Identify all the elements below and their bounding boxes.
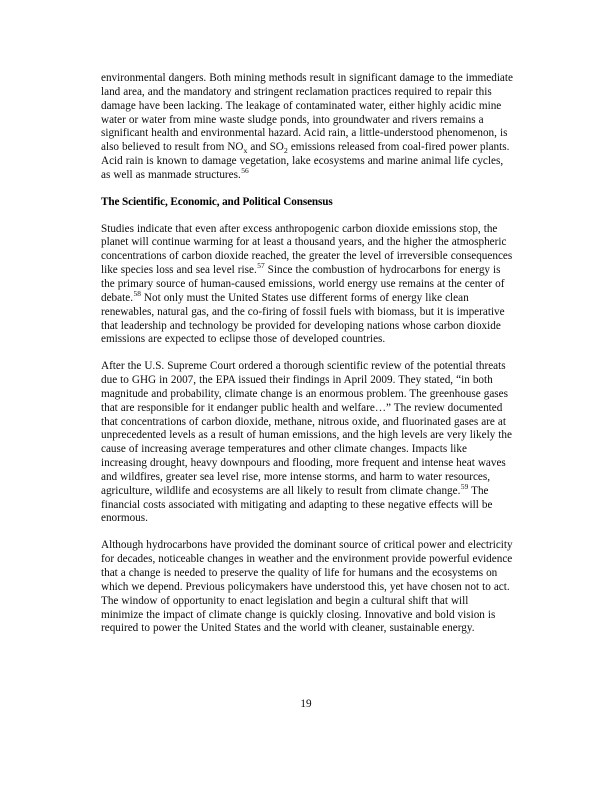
subscript-so2: 2	[283, 146, 288, 156]
paragraph-epa-findings	[101, 360, 513, 526]
paragraph-text-part: Studies indicate that even after excess anthropogenic carbon dioxide emissions stop, the planet will continue warming for at least a thousand years, and the higher the atmospheric concentrations of carbon dioxide reached, the greater the level of irreversible consequences like species loss and sea level rise.	[101, 222, 513, 277]
paragraph-conclusion: Although hydrocarbons have provided the dominant source of critical power and electricity for decades, noticeable changes in weather and the environment provide powerful evidence that a change is needed to preserve the quality of life for humans and the ecosystems on which we depend. Previous policymakers have understood this, yet have chosen not to act. The window of opportunity to enact legislation and begin a cultural shift that will minimize the impact of climate change is quickly closing. Innovative and bold vision is required to power the United States and the world with cleaner, sustainable energy.	[101, 539, 513, 635]
paragraph-text-part: and SO	[247, 141, 284, 154]
subscript-nox: x	[243, 146, 248, 156]
footnote-marker-56: 56	[241, 166, 249, 176]
paragraph-text-part: After the U.S. Supreme Court ordered a thorough scientific review of the potential threats due to GHG in 2007, the EPA issued their findings in April 2009. They stated, “in both magnitude and probability, climate change is an enormous problem. The greenhouse gases that are responsible for it endanger public health and welfare…” The review documented that concentrations of carbon dioxide, methane, nitrous oxide, and fluorinated gases are at unprecedented levels as a result of human emissions, and the high levels are very likely the cause of increasing average temperatures and other climate changes. Impacts like increasing drought, heavy downpours and flooding, more frequent and intense heat waves and wildfires, greater sea level rise, more intense storms, and harm to water resources, agriculture, wildlife and ecosystems are all likely to result from climate change.	[101, 360, 512, 497]
footnote-marker-57: 57	[257, 261, 265, 271]
paragraph-mining-impacts	[101, 72, 513, 183]
footnote-marker-58: 58	[133, 289, 141, 299]
paragraph-text-part: Not only must the United States use different forms of energy like clean renewables, natural gas, and the co-firing of fossil fuels with biomass, but it is imperative that leadership and technology be provided for developing nations whose carbon dioxide emissions are expected to eclipse those of developed countries.	[101, 291, 505, 346]
footnote-marker-59: 59	[460, 482, 469, 492]
paragraph-text-part: Since the combustion of hydrocarbons for energy is the primary source of human-caused emissions, world energy use remains at the center of debate.	[101, 264, 505, 304]
paragraph-text-part: The financial costs associated with mitigating and adapting to these negative effects will be enormous.	[101, 484, 493, 525]
section-heading: The Scientific, Economic, and Political Consensus	[101, 195, 333, 208]
paragraph-text-part: emissions released from coal-fired power plants. Acid rain is known to damage vegetation, lake ecosystems and marine animal life cycles, as well as manmade structures.	[101, 141, 510, 181]
page-body	[101, 72, 513, 649]
paragraph-text-part: environmental dangers. Both mining methods result in significant damage to the immediate land area, and the mandatory and stringent reclamation practices required to repair this damage have been lacking. The leakage of contaminated water, either highly acidic mine water or water from mine waste sludge ponds, into groundwater and rivers remains a significant health and environmental hazard. Acid rain, a little-understood phenomenon, is also believed to result from NO	[101, 72, 513, 154]
page-number: 19	[300, 698, 312, 710]
paragraph-climate-consensus	[101, 223, 513, 348]
